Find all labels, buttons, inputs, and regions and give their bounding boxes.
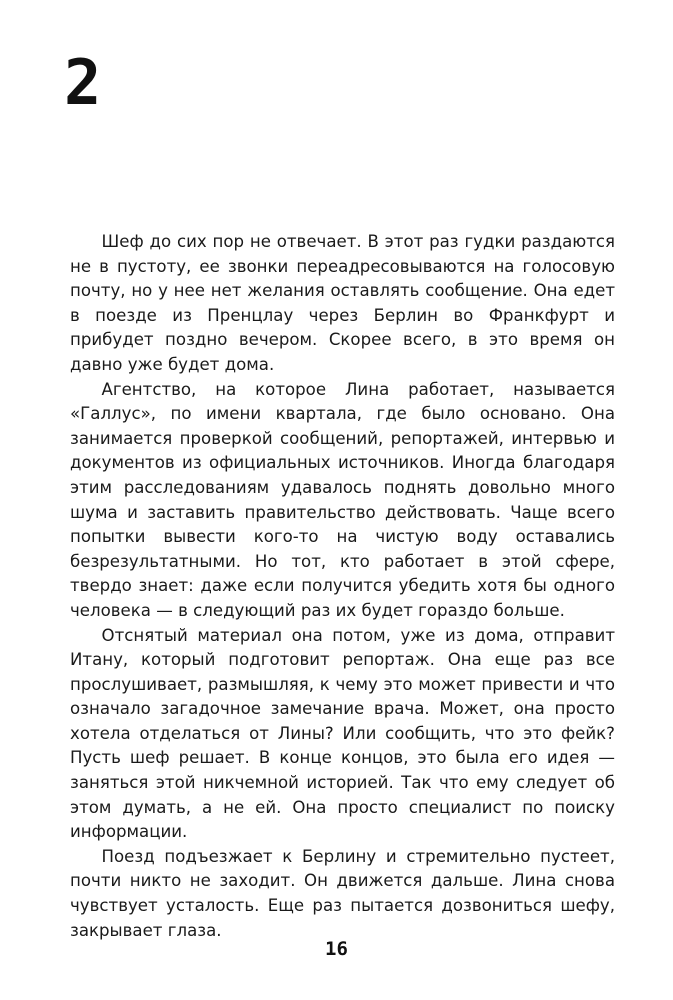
chapter-number: 2: [64, 46, 102, 119]
paragraph: Агентство, на которое Лина работает, называется «Галлус», по имени квартала, где было основано. Она занимается проверкой сообщений, репортажей, интервью и документов из официальных источников. Иногда благодаря этим расследованиям удавалось поднять довольно много шума и заставить правительство действовать. Чаще всего попытки вывести кого-то на чистую воду оставались безрезультатными. Но тот, кто работает в этой сфере, твердо знает: даже если получится убедить хотя бы одного человека — в следующий раз их будет гораздо больше.: [70, 379, 615, 620]
chapter-body: [70, 230, 615, 943]
paragraph: Шеф до сих пор не отвечает. В этот раз гудки раздаются не в пустоту, ее звонки переадресовываются на голосовую почту, но у нее нет желания оставлять сообщение. Она едет в поезде из Пренцлау через Берлин во Франкфурт и прибудет поздно вечером. Скорее всего, в это время он давно уже будет дома.: [70, 232, 615, 374]
paragraph: Поезд подъезжает к Берлину и стремительно пустеет, почти никто не заходит. Он движется дальше. Лина снова чувствует усталость. Еще раз пытается дозвониться шефу, закрывает глаза.: [70, 846, 615, 940]
paragraph: Отснятый материал она потом, уже из дома, отправит Итану, который подготовит репортаж. Она еще раз все прослушивает, размышляя, к чему это может привести и что означало загадочное замечание врача. Может, она просто хотела отделаться от Лины? Или сообщить, что это фейк? Пусть шеф решает. В конце концов, это была его идея — заняться этой никчемной историей. Так что ему следует об этом думать, а не ей. Она просто специалист по поиску информации.: [70, 625, 615, 842]
page-number: 16: [325, 938, 348, 960]
